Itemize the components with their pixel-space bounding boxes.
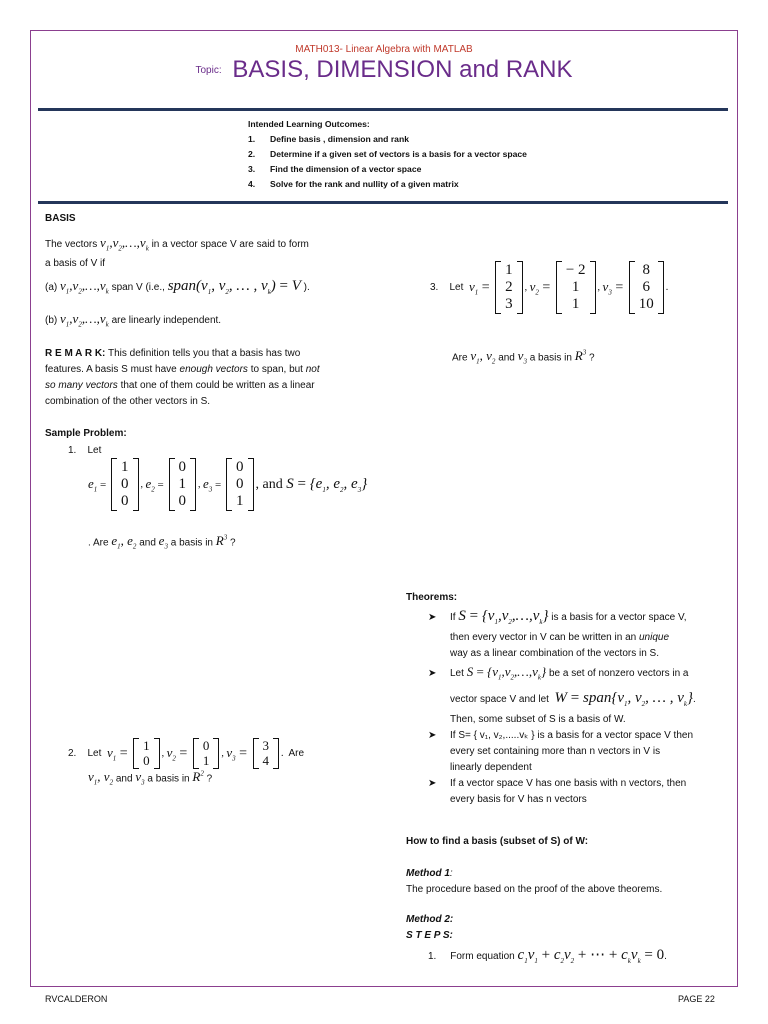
theorem-1: ➤ If $S = \{v_1,v_2,\dots,v_k\}$ is a basis for a vector space V,	[428, 608, 687, 626]
theorem-4: ➤ If a vector space V has one basis with n vectors, then	[428, 776, 724, 792]
topic-header	[0, 56, 768, 84]
problem-1-question: . Are $e_1$, $e_2$ and $e_3$ a basis in $R^3$ ?	[88, 533, 236, 551]
divider-bottom	[38, 201, 728, 204]
sample-heading: Sample Problem:	[45, 428, 127, 439]
basis-definition: The vectors $v_1,v_2,\dots,v_k$ in a vector space V are said to form	[45, 235, 309, 253]
theorem-3: ➤ If S= { v₁, v₂,.....vₖ } is a basis for a vector space V then	[428, 728, 724, 744]
problem-3-question: Are $v_1$, $v_2$ and $v_3$ a basis in $R^3$ ?	[452, 348, 595, 366]
footer-page-number: PAGE 22	[678, 994, 715, 1004]
condition-b: (b) $v_1,v_2,\dots,v_k$ are linearly independent.	[45, 311, 222, 329]
outcome-item: 4. Solve for the rank and nullity of a given matrix	[248, 179, 459, 189]
condition-a: (a) $v_1,v_2,\dots,v_k$ span V (i.e., $span(v_1$, $v_2$, … , $v_k) = V$ ).	[45, 278, 310, 296]
arrow-bullet-icon: ➤	[428, 612, 437, 623]
page-title: BASIS, DIMENSION and RANK	[232, 56, 573, 83]
problem-1-label: 1. Let	[68, 445, 102, 456]
course-name: MATH013- Linear Algebra with MATLAB	[295, 44, 473, 55]
theorem-2: ➤ Let $S = \{v_1,v_2,\dots,v_k\}$ be a set of nonzero vectors in a	[428, 664, 689, 682]
step-1: 1. Form equation $c_1v_1 + c_2v_2$ + ⋯ + $c_kv_k = 0$.	[428, 947, 667, 965]
basis-heading: BASIS	[45, 213, 76, 224]
matrix-e3: 0 0 1	[226, 458, 254, 511]
matrix-p2-v1: 1 0	[133, 738, 160, 769]
theorems-heading: Theorems:	[406, 592, 458, 603]
matrix-e1: 1 0 0	[111, 458, 139, 511]
problem-1-vectors: $e_1$ = 1 0 0 , $e_2$ = 0 1 0 , $e_3$ = 0 0 1 , and $S = \{e_1$, $e_2$, $e_3$}	[88, 459, 368, 509]
problem-2-question: $v_1$, $v_2$ and $v_3$ a basis in $R^2$ ?	[88, 769, 213, 787]
matrix-p3-v3: 8 6 10	[629, 261, 664, 314]
arrow-bullet-icon: ➤	[428, 777, 437, 789]
footer-author: RVCALDERON	[45, 994, 108, 1004]
outcome-item: 2. Determine if a given set of vectors is a basis for a vector space	[248, 149, 527, 159]
remark: R E M A R K: This definition tells you that a basis has two features. A basis S must have enough vectors to span, but not so many vectors that one of them could be written as a linear combination of the other vectors in S.	[45, 348, 320, 407]
problem-2: 2. Let $v_1$ = 1 0 , $v_2$ = 0 1 , $v_3$ = 3 4 . Are	[68, 738, 305, 768]
matrix-p2-v2: 0 1	[193, 738, 220, 769]
matrix-e2: 0 1 0	[169, 458, 197, 511]
basis-definition-cont: a basis of V if	[45, 258, 106, 269]
divider-top	[38, 108, 728, 111]
problem-3: 3. Let $v_1$ = 1 2 3 , $v_2$ = − 2 1 1 , $v_3$ = 8 6 10 .	[430, 262, 669, 312]
arrow-bullet-icon: ➤	[428, 668, 437, 679]
method-heading: How to find a basis (subset of S) of W:	[406, 836, 589, 847]
arrow-bullet-icon: ➤	[428, 729, 437, 741]
theorems-list: ➤ If $S = \{v_1,v_2,\dots,v_k\}$ is a basis for a vector space V, then every vector in V can be written in an unique way as a linear combination of the vectors in S. ➤ Let $S = \{v_1,v_2,\dots,v_k\}$ be a set of nonzero vectors in a vector space V and let $W = span\{v_1$, $v_2$, … , $v_k$}. Then, some subset of S is a basis of W. ➤ If S= { v₁, v₂,.....vₖ } is a basis for a vector space V then every set containing more than n vectors in V is linearly dependent ➤ If a vector space V has one basis with n vectors, then every basis for V has n vectors	[428, 608, 724, 808]
matrix-p2-v3: 3 4	[253, 738, 280, 769]
outcomes-heading: Intended Learning Outcomes:	[248, 119, 370, 129]
matrix-p3-v1: 1 2 3	[495, 261, 523, 314]
outcome-item: 1. Define basis , dimension and rank	[248, 134, 409, 144]
method-1: Method 1: The procedure based on the proof of the above theorems.	[406, 868, 663, 895]
method-2: Method 2: S T E P S:	[406, 914, 454, 941]
learning-outcomes	[248, 117, 527, 192]
matrix-p3-v2: − 2 1 1	[556, 261, 596, 314]
outcome-item: 3. Find the dimension of a vector space	[248, 164, 422, 174]
topic-label: Topic:	[195, 64, 222, 76]
